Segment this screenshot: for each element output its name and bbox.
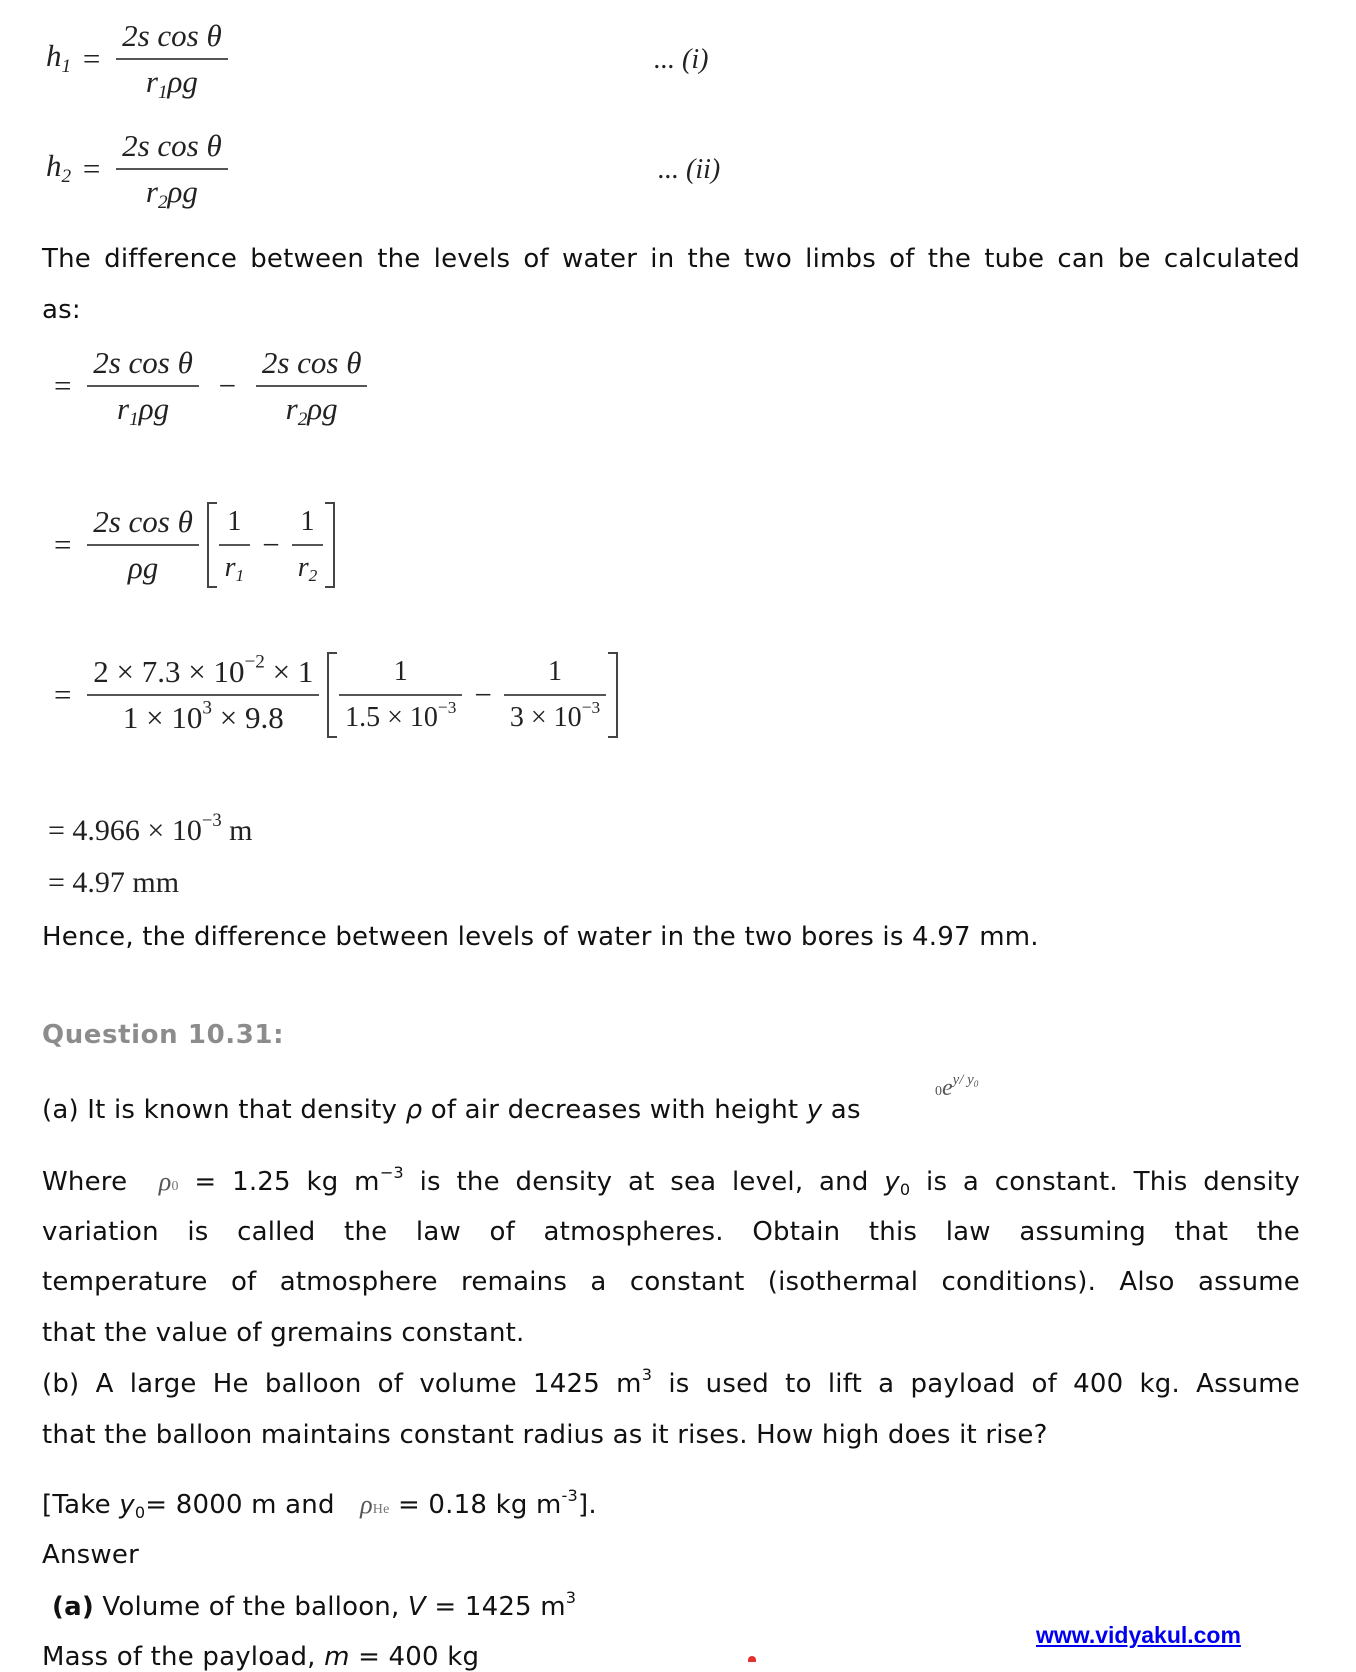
minus-sign: − bbox=[218, 368, 237, 403]
equation-step-1 bbox=[50, 345, 367, 430]
h2-variable: $h_2$ bbox=[46, 148, 72, 187]
denominator: $1.5 \times 10^{-3}$ bbox=[339, 694, 462, 736]
fraction-2 bbox=[256, 345, 368, 430]
numerator: 2s cos θ bbox=[122, 128, 222, 163]
inner-fraction-1 bbox=[219, 504, 251, 586]
denominator: $1 \times 10^3 \times 9.8$ bbox=[87, 694, 319, 736]
equals-sign: = bbox=[82, 41, 101, 76]
inner-fraction-2 bbox=[292, 504, 324, 586]
minus-sign: − bbox=[474, 677, 492, 712]
numerator: 2s cos θ bbox=[93, 345, 193, 380]
conclusion-text: Hence, the difference between levels of water in the two bores is 4.97 mm. bbox=[42, 922, 1039, 952]
question-part-a-line: (a) It is known that density ρ of air decreases with height y as bbox=[42, 1095, 861, 1125]
paragraph-line: The difference between the levels of water in the two limbs of the tube can be calculated bbox=[42, 244, 1300, 274]
denominator: $r_1$ bbox=[219, 544, 251, 586]
question-line: temperature of atmosphere remains a constant (isothermal conditions). Also assume bbox=[42, 1267, 1300, 1297]
answer-label: Answer bbox=[42, 1540, 139, 1570]
denominator: $3 \times 10^{-3}$ bbox=[504, 694, 606, 736]
denominator: ρg bbox=[87, 544, 199, 586]
equation-step-3 bbox=[50, 652, 618, 738]
numerator: 2s cos θ bbox=[122, 18, 222, 53]
denominator: $r_2\rho g$ bbox=[116, 168, 228, 210]
question-where-line: Where ρ0 = 1.25 kg $m^{-3}$ is the density at sea level, and $y_0$ is a constant. This density bbox=[42, 1162, 1300, 1199]
numerator: 1 bbox=[300, 506, 315, 537]
red-dot-mark bbox=[748, 1656, 756, 1662]
question-line: that the balloon maintains constant radius as it rises. How high does it rise? bbox=[42, 1420, 1048, 1450]
fraction bbox=[87, 651, 319, 736]
answer-part-a: (a) Volume of the balloon, V = 1425 $m^3$ bbox=[52, 1587, 577, 1622]
question-line: variation is called the law of atmospheres. Obtain this law assuming that the bbox=[42, 1217, 1300, 1247]
fraction bbox=[116, 18, 228, 103]
inner-fraction-2 bbox=[504, 654, 606, 736]
equals-sign: = bbox=[54, 677, 72, 712]
equals-sign: = bbox=[54, 527, 72, 562]
numerator: 1 bbox=[548, 656, 563, 687]
vidyakul-website-link[interactable]: www.vidyakul.com bbox=[1036, 1622, 1241, 1648]
fraction bbox=[116, 128, 228, 213]
denominator: $r_1\rho g$ bbox=[87, 385, 199, 427]
fraction-1 bbox=[87, 345, 199, 430]
paragraph-line: as: bbox=[42, 295, 81, 325]
answer-payload-mass: Mass of the payload, m = 400 kg bbox=[42, 1642, 480, 1672]
numerator: 1 bbox=[393, 656, 408, 687]
question-heading: Question 10.31: bbox=[42, 1020, 285, 1050]
bracket-group bbox=[327, 652, 618, 738]
denominator: $r_1\rho g$ bbox=[116, 58, 228, 100]
equation-tag-i: ... (i) bbox=[654, 44, 709, 75]
numerator: 2s cos θ bbox=[93, 504, 193, 539]
equals-sign: = bbox=[82, 151, 101, 186]
denominator: $r_2\rho g$ bbox=[256, 385, 368, 427]
question-part-b-line: (b) A large He balloon of volume 1425 $m^3$ is used to lift a payload of 400 kg. Assume bbox=[42, 1364, 1300, 1399]
equation-step-2 bbox=[50, 502, 335, 588]
result-millimeters: = 4.97 mm bbox=[48, 866, 180, 899]
numerator: 2s cos θ bbox=[261, 345, 362, 380]
h1-variable: $h_1$ bbox=[46, 38, 72, 77]
equation-tag-ii: ... (ii) bbox=[658, 154, 721, 185]
minus-sign: − bbox=[262, 527, 280, 562]
rho0-symbol: ρ0 bbox=[158, 1167, 179, 1196]
result-meters: = $4.966 \times 10^{-3}$ m bbox=[48, 810, 253, 847]
fraction bbox=[87, 504, 199, 586]
denominator: $r_2$ bbox=[292, 544, 324, 586]
equation-h1 bbox=[46, 18, 228, 103]
density-formula: $0e^{y/ y_0}$ bbox=[935, 1071, 979, 1101]
equals-sign: = bbox=[54, 368, 72, 403]
numerator: $2 \times 7.3 \times 10^{-2} \times 1$ bbox=[93, 651, 314, 689]
bracket-group bbox=[207, 502, 336, 588]
rho-he-symbol: ρHe bbox=[360, 1490, 390, 1519]
question-line: that the value of gremains constant. bbox=[42, 1318, 525, 1348]
equation-h2 bbox=[46, 128, 228, 213]
question-given-values: [Take $y_0= 8000$ m and ρHe = 0.18 kg $m^{-3}$]. bbox=[42, 1485, 597, 1522]
inner-fraction-1 bbox=[339, 654, 462, 736]
numerator: 1 bbox=[227, 506, 242, 537]
